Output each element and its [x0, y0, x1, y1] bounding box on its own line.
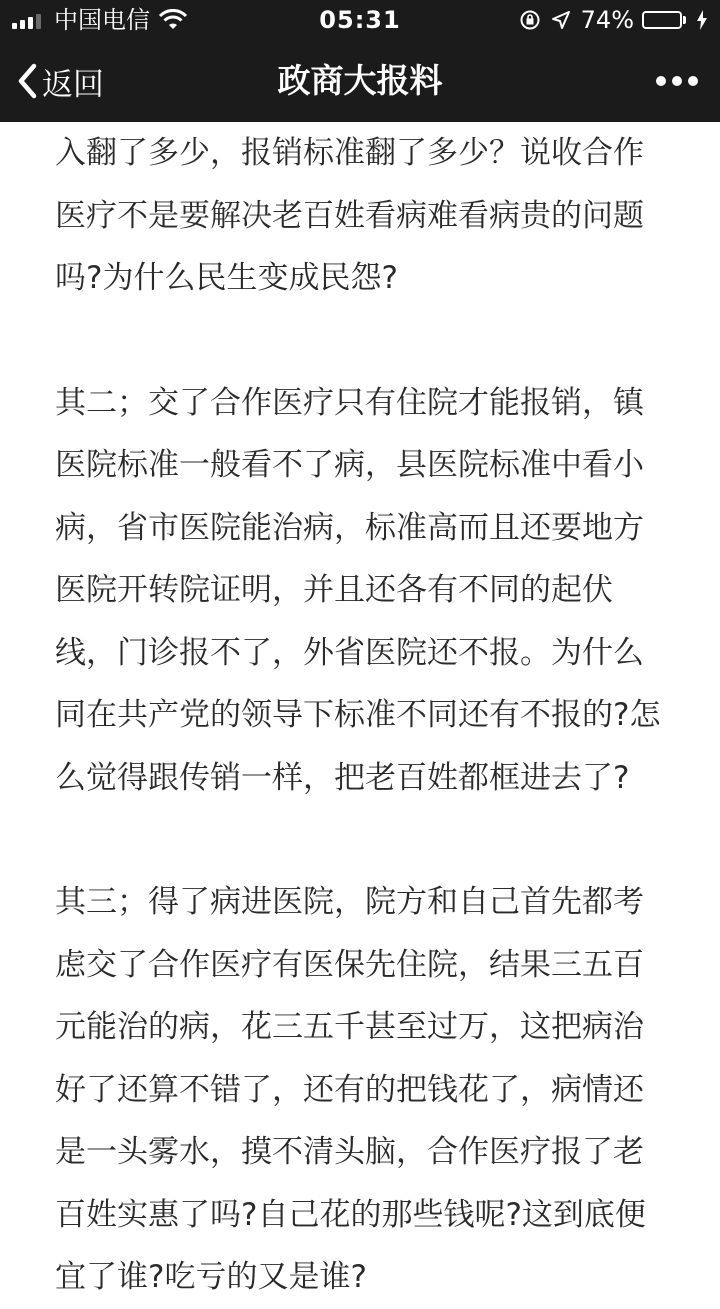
article-body: [55, 122, 665, 1309]
status-time: 05:31: [319, 6, 401, 34]
status-bar: [0, 0, 720, 40]
location-icon: [551, 10, 571, 30]
battery-icon: [642, 11, 686, 29]
orientation-lock-icon: [519, 9, 541, 31]
article-paragraph: 其二；交了合作医疗只有住院才能报销，镇医院标准一般看不了病，县医院标准中看小病，省市医院能治病，标准高而且还要地方医院开转院证明，并且还各有不同的起伏线，门诊报不了，外省医院还不报。为什么同在共产党的领导下标准不同还有不报的?怎么觉得跟传销一样，把老百姓都框进去了?: [55, 384, 661, 796]
battery-percent: 74%: [580, 6, 634, 34]
more-dots-icon[interactable]: [650, 40, 698, 122]
article-paragraph: 入翻了多少，报销标准翻了多少？说收合作医疗不是要解决老百姓看病难看病贵的问题吗?为什么民生变成民怨?: [55, 135, 644, 296]
nav-bar: [0, 40, 720, 122]
top-bar: [0, 0, 720, 122]
charging-bolt-icon: [696, 10, 708, 30]
page-title: 政商大报料: [277, 61, 443, 100]
back-label: 返回: [42, 66, 104, 103]
carrier-name: 中国电信: [54, 6, 150, 34]
article-paragraph: 其三；得了病进医院，院方和自己首先都考虑交了合作医疗有医保先住院，结果三五百元能治的病，花三五千甚至过万，这把病治好了还算不错了，还有的把钱花了，病情还是一头雾水，摸不清头脑，合作医疗报了老百姓实惠了吗?自己花的那些钱呢?这到底便宜了谁?吃亏的又是谁?: [55, 884, 646, 1295]
status-right: [509, 0, 708, 40]
